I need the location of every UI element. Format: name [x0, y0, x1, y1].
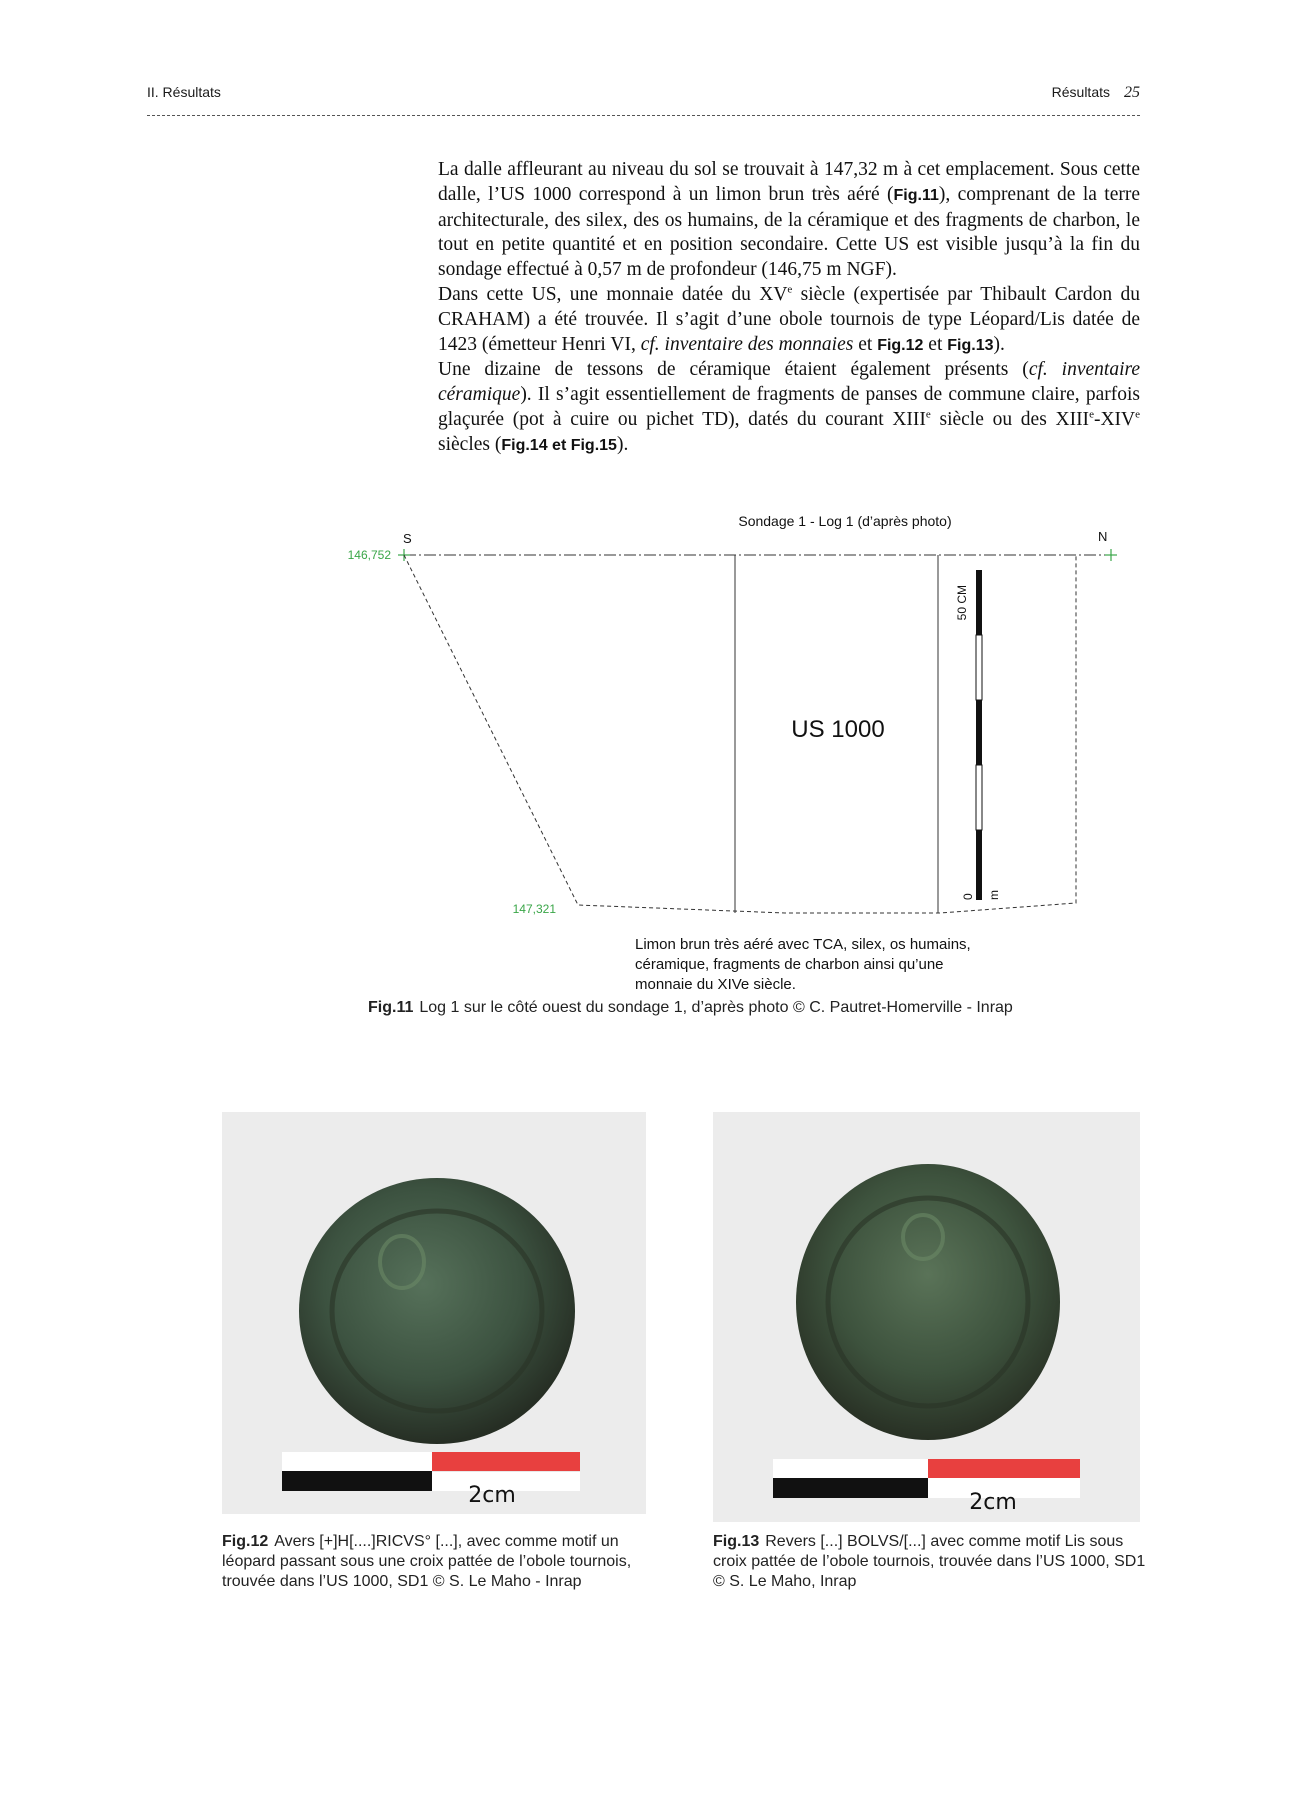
- fig11-caption: [368, 998, 1013, 1018]
- ref-fig13: Fig.13: [947, 336, 994, 354]
- paragraph-1: La dalle affleurant au niveau du sol se trouvait à 147,32 m à cet emplacement. Sous cette dalle, l’US 1000 correspond à un limon brun très aéré (Fig.11), comprenant de la terre architecturale, des silex, des os humains, de la céramique et des fragments de charbon, le tout en petite quantité et en position secondaire. Cette US est visible jusqu’à la fin du sondage effectué à 0,57 m de profondeur (146,75 m NGF).: [438, 159, 1140, 281]
- paragraph-2: Dans cette US, une monnaie datée du XVe siècle (expertisée par Thibault Cardon du CRAHAM) a été trouvée. Il s’agit d’une obole tournois de type Léopard/Lis datée de 1423 (émetteur Henri VI, cf. inventaire des monnaies et Fig.12 et Fig.13).: [438, 283, 1140, 355]
- running-header: [147, 84, 1140, 104]
- fig11-log-drawing: [340, 505, 1140, 1025]
- scale-top-label: 50 CM: [955, 585, 969, 621]
- elevation-top: 146,752: [347, 548, 391, 562]
- page-number: 25: [1124, 84, 1140, 101]
- body-text: [438, 158, 1140, 459]
- description-line-2: céramique, fragments de charbon ainsi qu’une: [635, 956, 944, 973]
- fig11-title: Sondage 1 - Log 1 (d’après photo): [738, 513, 952, 529]
- header-chapter: Résultats: [1051, 84, 1110, 100]
- fig12-coin-photo: [222, 1112, 646, 1514]
- ref-fig11: Fig.11: [893, 186, 939, 204]
- header-rule: [147, 115, 1140, 116]
- cross-marker-right: [1105, 549, 1117, 561]
- elevation-bottom: 147,321: [512, 902, 556, 916]
- fig11-caption-text: Log 1 sur le côté ouest du sondage 1, d’après photo © C. Pautret-Homerville - Inrap: [419, 999, 1013, 1016]
- scale-zero-label: 0: [961, 893, 975, 900]
- scale-bar-vertical: [976, 570, 982, 900]
- scale-black-segment: [282, 1471, 432, 1491]
- header-right: [1052, 84, 1140, 102]
- ref-fig12: Fig.12: [877, 336, 924, 354]
- paragraph-3: Une dizaine de tessons de céramique étaient également présents (cf. inventaire céramique). Il s’agit essentiellement de fragments de panses de commune claire, parfois glaçurée (pot à cuire ou pichet TD), datés du courant XIIIe siècle ou des XIIIe-XIVe siècles (Fig.14 et Fig.15).: [438, 359, 1141, 455]
- fig13-caption: Fig.13 Revers [...] BOLVS/[...] avec comme motif Lis sous croix pattée de l’obole tournois, trouvée dans l’US 1000, SD1 © S. Le Maho, Inrap: [713, 1533, 1146, 1590]
- label-north: N: [1098, 529, 1108, 544]
- description-line-1: Limon brun très aéré avec TCA, silex, os humains,: [635, 936, 971, 953]
- scale-unit-label: m: [987, 890, 1001, 900]
- header-section: II. Résultats: [147, 84, 221, 100]
- fig11-svg: [340, 505, 1140, 1025]
- fig12-caption: Fig.12 Avers [+]H[....]RICVS° [...], avec comme motif un léopard passant sous une croix pattée de l’obole tournois, trouvée dans l’US 1000, SD1 © S. Le Maho - Inrap: [222, 1533, 632, 1590]
- fig11-caption-number: Fig.11: [368, 999, 414, 1016]
- fig12-scale-label: 2cm: [468, 1483, 516, 1508]
- label-south: S: [403, 531, 412, 546]
- scale-red-segment: [432, 1452, 580, 1471]
- coin-reverse: [796, 1164, 1060, 1440]
- fig12-caption-number: Fig.12: [222, 1533, 269, 1550]
- us-label: US 1000: [791, 716, 885, 743]
- profile-outline: [404, 555, 1076, 913]
- fig13-scale-label: 2cm: [969, 1490, 1017, 1515]
- ref-fig14-15: Fig.14 et Fig.15: [501, 436, 617, 454]
- description-line-3: monnaie du XIVe siècle.: [635, 976, 796, 993]
- coin-obverse: [299, 1178, 575, 1444]
- fig13-caption-number: Fig.13: [713, 1533, 760, 1550]
- fig13-coin-photo: [713, 1112, 1140, 1522]
